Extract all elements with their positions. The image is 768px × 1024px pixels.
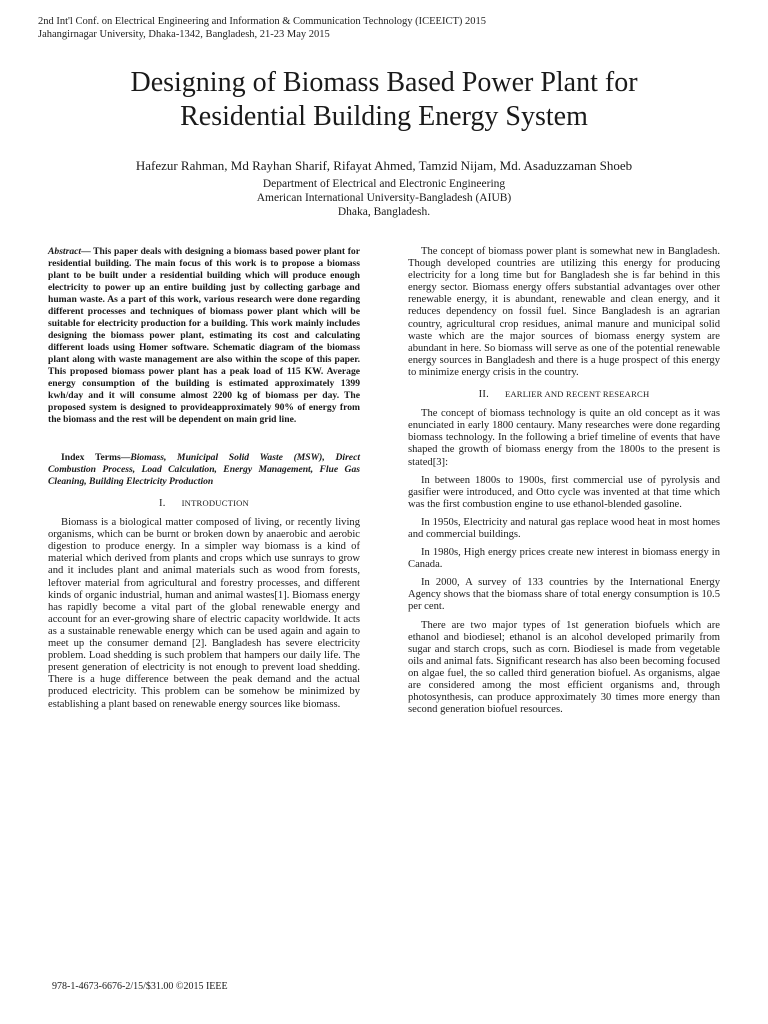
index-terms-label: Index Terms— — [61, 452, 131, 463]
section-title: EARLIER AND RECENT RESEARCH — [504, 389, 650, 400]
right-column — [408, 246, 720, 722]
affiliation-university: American International University-Bangladesh (AIUB) — [256, 192, 512, 204]
conference-line-1: 2nd Int'l Conf. on Electrical Engineering and Information & Communication Technology (ICEEICT) 2015 — [38, 16, 486, 27]
paragraph: In 2000, A survey of 133 countries by the International Energy Agency shows that the biomass share of total energy consumption is 10.5 per cent. — [408, 577, 720, 613]
paragraph: There are two major types of 1st generation biofuels which are ethanol and biodiesel; ethanol is an alcohol developed primarily from sugar and starch crops, such as corn. Biodiesel is made from vegetable oils and animal fats. Significant research has also been becoming focused on algae fuel, the so called third generation biofuel. As organisms, algae are considered among the most efficient organisms and, through photosynthesis, can produce approximately 30 times more energy than second generation biofuel resources. — [408, 619, 720, 716]
conference-header — [38, 16, 486, 41]
section-number: I. — [159, 498, 166, 509]
affiliation — [60, 177, 708, 219]
paragraph: Biomass is a biological matter composed of living, or recently living organisms, which can be burnt or broken down by anaerobic and aerobic digestion to produce energy. In a simpler way biomass is a kind of material which derived from plants and crops which use sunrays to grow and it includes plant and animal materials such as wood from forests, leftover material from agricultural and forestry processes, and different kinds of organic industrial, human and animal wastes[1]. Biomass energy has rapidly become a vital part of the global renewable energy and account for an ever-growing share of electric capacity worldwide. It acts as a sustainable renewable energy which can be used again and again to meet up the consumer demand [2]. Bangladesh has severe electricity problem. Load shedding is such problem that hampers our daily life. The present generation of electricity is not enough to prevent load shedding. There is a huge difference between the peak demand and the actual produced electricity. This problem can be somehow be minimized by establishing a plant based on renewable energy sources like biomass. — [48, 517, 360, 710]
paragraph: In between 1800s to 1900s, first commercial use of pyrolysis and gasifier were introduced, and Otto cycle was invented at that time which was the first combustion engine to use ethanol-blended gasoline. — [408, 474, 720, 510]
index-terms-list: Biomass, Municipal Solid Waste (MSW), Direct Combustion Process, Load Calculation, Energy Management, Flue Gas Cleaning, Building Electricity Production — [48, 452, 360, 487]
paper-title-line-2: Residential Building Energy System — [180, 101, 588, 132]
abstract-text: This paper deals with designing a biomass based power plant for residential building. The main focus of this work is to propose a biomass plant to be built under a residential building which will produce enough electricity to power up an entire building just by collecting garbage and human waste. As a part of this work, various research were done regarding different processes and techniques of biomass power plant which will be suitable for electricity production for a building. This work mainly includes designing the biomass power plant, estimating its cost and calculating different loads using Homer software. Schematic diagram of the biomass plant along with waste management are also within the scope of this paper. This proposed biomass power plant has a peak load of 115 KW. Average energy consumption of the building is estimated approximately 1399 kwh/day and it will consume almost 2200 kg of biomass per day. The proposed system is designed to provideapproximately 90% of energy from the biomass and the rest will be dependent on main grid line. — [48, 246, 360, 425]
abstract — [48, 246, 360, 426]
abstract-dash: — — [81, 246, 91, 257]
left-column — [48, 246, 360, 717]
paragraph: The concept of biomass power plant is somewhat new in Bangladesh. Though developed countries are utilizing this energy for producing electricity for a long time but for Bangladesh she is far behind in this energy sector. Biomass energy offers substantial advantages over other renewable energy, it is abundant, renewable and clean energy, and it reduces dependency on fossil fuel. Since Bangladesh is an agrarian country, agricultural crop residues, animal manure and municipal solid waste which are the major sources of biomass energy system are abundant in here. So biomass will serve as one of the potential renewable energy sources in Bangladesh and there is a huge prospect of this energy to minimize energy crisis in the country. — [408, 246, 720, 378]
affiliation-city: Dhaka, Bangladesh. — [337, 206, 431, 218]
paragraph: In 1980s, High energy prices create new interest in biomass energy in Canada. — [408, 547, 720, 571]
section-heading-earlier-research — [408, 388, 720, 401]
affiliation-department: Department of Electrical and Electronic Engineering — [262, 178, 506, 190]
paragraph: The concept of biomass technology is quite an old concept as it was enunciated in early 1800 centaury. Many researches were done regarding biomass technology. In the following a brief timeline of events that have shaped the growth of biomass energy from the 1800s to the present is stated[3]: — [408, 408, 720, 468]
paragraph: In 1950s, Electricity and natural gas replace wood heat in most homes and commercial buildings. — [408, 516, 720, 540]
conference-line-2: Jahangirnagar University, Dhaka-1342, Bangladesh, 21-23 May 2015 — [38, 28, 330, 40]
author-list: Hafezur Rahman, Md Rayhan Sharif, Rifayat Ahmed, Tamzid Nijam, Md. Asaduzzaman Shoeb — [135, 158, 633, 173]
section-number: II. — [478, 389, 489, 401]
index-terms — [48, 452, 360, 488]
section-title: INTRODUCTION — [181, 498, 249, 508]
copyright-footer: 978-1-4673-6676-2/15/$31.00 ©2015 IEEE — [52, 981, 228, 992]
abstract-label: Abstract — [48, 246, 82, 257]
paper-title-line-1: Designing of Biomass Based Power Plant for — [130, 67, 638, 98]
section-heading-introduction — [48, 497, 360, 510]
paper-title — [60, 66, 708, 134]
